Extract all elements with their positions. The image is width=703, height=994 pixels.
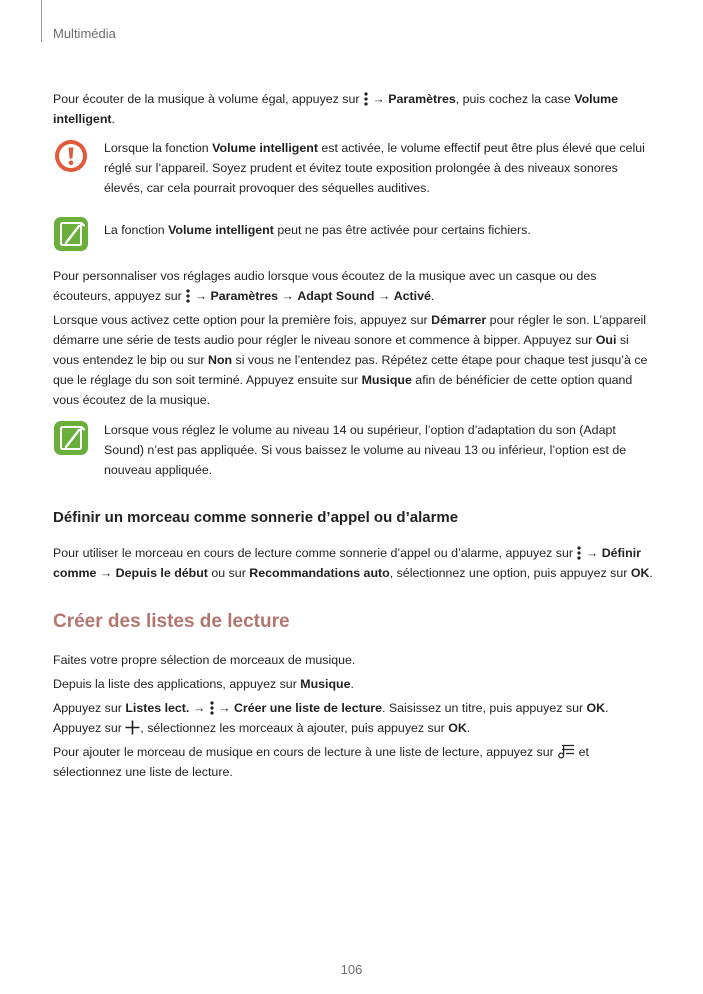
ringtone-paragraph: Pour utiliser le morceau en cours de lecture comme sonnerie d’appel ou d’alarme, appuyez sur → Définir comme → Depuis le début ou sur Recommandations auto, sélectionnez une option, puis appuyez sur OK. — [53, 546, 653, 580]
running-header: Multimédia — [53, 26, 116, 41]
info-note: La fonction Volume intelligent peut ne pas être activée pour certains fichiers. — [53, 216, 653, 252]
note-icon — [53, 216, 89, 252]
info-note: Lorsque vous réglez le volume au niveau 14 ou supérieur, l’option d’adaptation du son (Adapt Sound) n’est pas appliquée. Si vous baissez le volume au niveau 13 ou inférieur, l’option est de nouveau appliquée. — [53, 420, 653, 480]
playlists-step-1: Depuis la liste des applications, appuyez sur Musique. — [53, 676, 354, 691]
page-number: 106 — [340, 962, 363, 977]
playlists-intro: Faites votre propre sélection de morceaux de musique. — [53, 652, 356, 667]
playlists-step-2: Appuyez sur Listes lect. → → Créer une liste de lecture. Saisissez un titre, puis appuyez sur OK. Appuyez sur , sélectionnez les morceaux à ajouter, puis appuyez sur OK. — [53, 700, 609, 735]
warning-note: Lorsque la fonction Volume intelligent est activée, le volume effectif peut être plus élevé que celui réglé sur l’appareil. Soyez prudent et évitez toute exposition prolongée à des niveaux sonores élevés, car cela pourrait provoquer des séquelles auditives. — [53, 138, 653, 198]
warning-icon — [53, 138, 89, 174]
playlists-heading: Créer des listes de lecture — [53, 611, 290, 632]
header-rule — [41, 0, 42, 42]
intro-paragraph: Pour écouter de la musique à volume égal, appuyez sur → Paramètres, puis cochez la case Volume intelligent. — [53, 92, 619, 126]
sound-test-paragraph: Lorsque vous activez cette option pour la première fois, appuyez sur Démarrer pour régler le son. L’appareil démarre une série de tests audio pour régler le niveau sonore et commence à bipper. Appuyez sur Oui si vous entendez le bip ou sur Non si vous ne l’entendez pas. Répétez cette étape pour chaque test jusqu’à ce que le réglage du son soit terminé. Appuyez ensuite sur Musique afin de bénéficier de cette option quand vous écoutez de la musique. — [53, 313, 648, 407]
playlists-step-3: Pour ajouter le morceau de musique en cours de lecture à une liste de lecture, appuyez sur et sélectionnez une liste de lecture. — [53, 744, 589, 779]
add-to-playlist-icon — [557, 743, 575, 759]
ringtone-heading: Définir un morceau comme sonnerie d’appel ou d’alarme — [53, 509, 459, 526]
add-icon — [125, 720, 140, 735]
adapt-sound-paragraph: Pour personnaliser vos réglages audio lorsque vous écoutez de la musique avec un casque ou des écouteurs, appuyez sur → Paramètres → Adapt Sound → Activé. — [53, 269, 597, 303]
note-icon — [53, 420, 89, 456]
page-content — [53, 89, 653, 782]
